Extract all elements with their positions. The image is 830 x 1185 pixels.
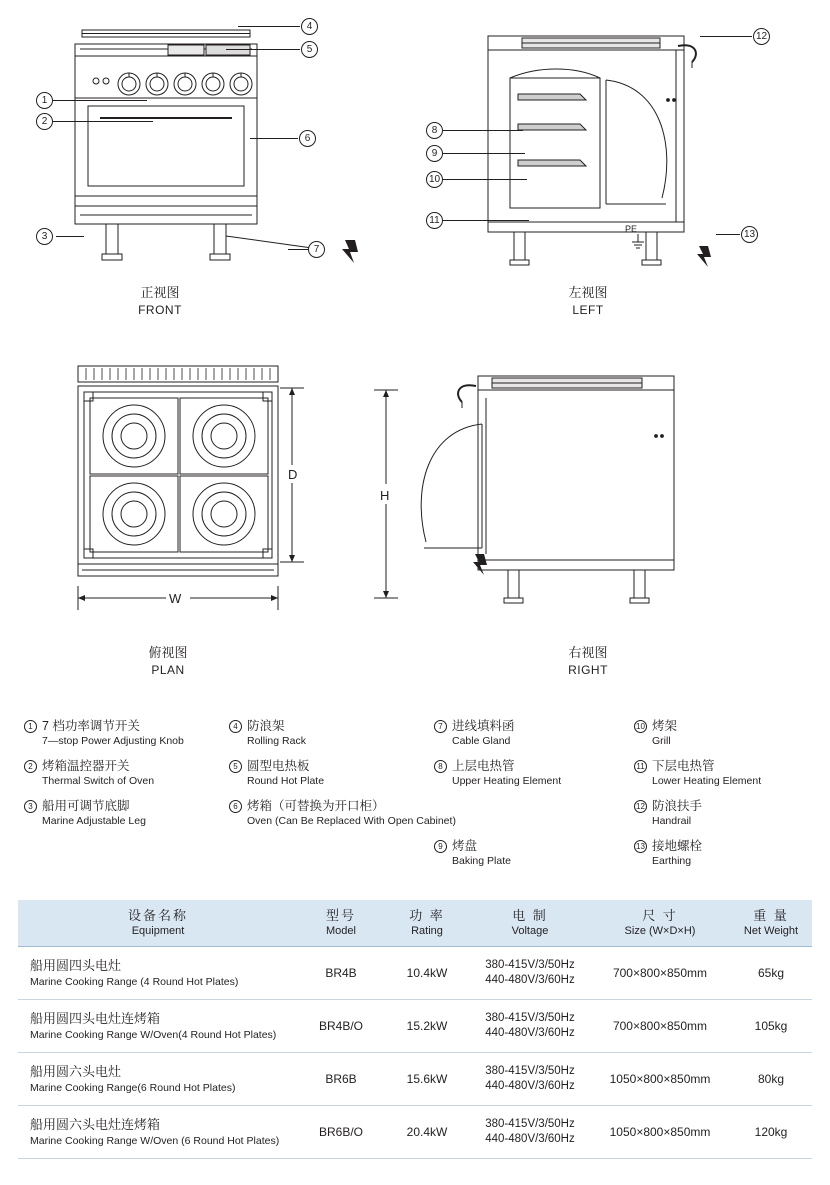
right-view-caption xyxy=(488,644,688,678)
table-header-row xyxy=(18,900,812,947)
legend-number: 8 xyxy=(434,760,447,773)
voltage-50hz: 380-415V/3/50Hz xyxy=(485,1065,575,1077)
legend-label-en: Rolling Rack xyxy=(247,735,306,747)
legend-label-cn: 接地螺栓 xyxy=(652,839,703,853)
cell-rating: 20.4kW xyxy=(384,1106,470,1159)
cell-size: 1050×800×850mm xyxy=(590,1053,730,1106)
legend-label-cn: 进线填料函 xyxy=(452,719,515,733)
front-view-label-cn: 正视图 xyxy=(140,285,180,300)
legend-number: 1 xyxy=(24,720,37,733)
equipment-name-en: Marine Cooking Range W/Oven(4 Round Hot Plates) xyxy=(30,1029,277,1041)
legend-label-en: Oven (Can Be Replaced With Open Cabinet) xyxy=(247,815,456,827)
cell-voltage xyxy=(470,1106,590,1159)
cell-rating: 10.4kW xyxy=(384,947,470,1000)
voltage-50hz: 380-415V/3/50Hz xyxy=(485,1012,575,1024)
legend-item-8 xyxy=(434,758,634,788)
cell-rating: 15.6kW xyxy=(384,1053,470,1106)
right-view-label-en: RIGHT xyxy=(568,663,608,677)
header-equipment-cn: 设备名称 xyxy=(127,908,188,923)
voltage-60hz: 440-480V/3/60Hz xyxy=(485,1027,575,1039)
width-label: W xyxy=(169,591,182,606)
legend-item-1 xyxy=(24,718,229,748)
lightning-icon-left xyxy=(697,246,711,267)
legend-label-en: Lower Heating Element xyxy=(652,775,762,787)
header-rating-cn: 功 率 xyxy=(409,908,445,923)
legend-label-cn: 烤箱（可替换为开口柜） xyxy=(247,799,385,813)
cell-equipment xyxy=(18,1000,298,1053)
cell-rating: 15.2kW xyxy=(384,1000,470,1053)
callout-3: 3 xyxy=(36,228,53,245)
callout-5: 5 xyxy=(301,41,318,58)
legend-label-en: Round Hot Plate xyxy=(247,775,325,787)
header-rating-en: Rating xyxy=(411,925,443,937)
legend-number: 4 xyxy=(229,720,242,733)
callout-9: 9 xyxy=(426,145,443,162)
legend-number: 2 xyxy=(24,760,37,773)
header-equipment-en: Equipment xyxy=(131,925,185,937)
front-view-caption xyxy=(60,284,260,318)
callout-7: 7 xyxy=(308,241,325,258)
legend-item-11 xyxy=(634,758,810,788)
depth-label: D xyxy=(288,467,298,482)
legend-number: 7 xyxy=(434,720,447,733)
plan-view-caption xyxy=(68,644,268,678)
plan-view-drawing xyxy=(40,358,330,628)
lightning-icon-right xyxy=(473,554,487,575)
legend-label-cn: 上层电热管 xyxy=(452,759,515,773)
header-size-cn: 尺 寸 xyxy=(642,908,678,923)
equipment-name-cn: 船用圆六头电灶 xyxy=(30,1064,122,1079)
legend-label-en: Baking Plate xyxy=(452,855,511,867)
legend-item-9 xyxy=(434,838,634,868)
legend-number: 9 xyxy=(434,840,447,853)
voltage-60hz: 440-480V/3/60Hz xyxy=(485,1133,575,1145)
equipment-name-en: Marine Cooking Range W/Oven (6 Round Hot Plates) xyxy=(30,1135,280,1147)
legend-label-cn: 烤盘 xyxy=(452,839,478,853)
equipment-name-en: Marine Cooking Range(6 Round Hot Plates) xyxy=(30,1082,236,1094)
pe-label: PE xyxy=(625,224,638,234)
header-size-en: Size (W×D×H) xyxy=(624,925,696,937)
legend-label-cn: 圆型电热板 xyxy=(247,759,310,773)
legend-label-en: Upper Heating Element xyxy=(452,775,562,787)
cell-model: BR4B/O xyxy=(298,1000,384,1053)
cell-model: BR6B/O xyxy=(298,1106,384,1159)
cell-equipment xyxy=(18,1106,298,1159)
height-label: H xyxy=(380,488,390,503)
header-weight xyxy=(730,900,812,947)
legend-item-13 xyxy=(634,838,810,868)
cell-voltage xyxy=(470,1053,590,1106)
header-weight-cn: 重 量 xyxy=(753,908,789,923)
header-weight-en: Net Weight xyxy=(743,925,799,937)
legend-label-en: Thermal Switch of Oven xyxy=(42,775,155,787)
legend-number: 11 xyxy=(634,760,647,773)
lightning-icon xyxy=(342,240,358,263)
legend-label-en: 7—stop Power Adjusting Knob xyxy=(42,735,184,747)
cell-weight: 105kg xyxy=(730,1000,812,1053)
right-view-drawing xyxy=(368,358,748,628)
callout-10: 10 xyxy=(426,171,443,188)
callout-2: 2 xyxy=(36,113,53,130)
legend-item-4 xyxy=(229,718,434,748)
legend-item-7 xyxy=(434,718,634,748)
header-model-cn: 型号 xyxy=(325,908,356,923)
legend-number: 12 xyxy=(634,800,647,813)
header-voltage xyxy=(470,900,590,947)
cell-equipment xyxy=(18,947,298,1000)
legend-label-cn: 防浪扶手 xyxy=(652,799,703,813)
legend-item-6 xyxy=(229,798,634,828)
header-voltage-cn: 电 制 xyxy=(512,908,548,923)
cell-weight: 120kg xyxy=(730,1106,812,1159)
legend-item-2 xyxy=(24,758,229,788)
specification-table xyxy=(18,900,812,1159)
cell-size: 1050×800×850mm xyxy=(590,1106,730,1159)
callout-11: 11 xyxy=(426,212,443,229)
legend-item-3 xyxy=(24,798,229,828)
left-view-drawing xyxy=(410,8,790,288)
cell-size: 700×800×850mm xyxy=(590,1000,730,1053)
legend-label-cn: 烤架 xyxy=(652,719,678,733)
cell-voltage xyxy=(470,947,590,1000)
cell-weight: 65kg xyxy=(730,947,812,1000)
header-equipment xyxy=(18,900,298,947)
equipment-name-cn: 船用圆六头电灶连烤箱 xyxy=(30,1117,161,1132)
table-row xyxy=(18,1053,812,1106)
front-view-label-en: FRONT xyxy=(138,303,182,317)
legend-number: 6 xyxy=(229,800,242,813)
legend-label-cn: 烤箱温控器开关 xyxy=(42,759,130,773)
callout-12: 12 xyxy=(753,28,770,45)
legend-item-12 xyxy=(634,798,810,828)
voltage-50hz: 380-415V/3/50Hz xyxy=(485,959,575,971)
header-rating xyxy=(384,900,470,947)
cell-voltage xyxy=(470,1000,590,1053)
cell-size: 700×800×850mm xyxy=(590,947,730,1000)
voltage-60hz: 440-480V/3/60Hz xyxy=(485,1080,575,1092)
callout-8: 8 xyxy=(426,122,443,139)
legend-label-en: Cable Gland xyxy=(452,735,511,747)
legend-label-en: Grill xyxy=(652,735,671,747)
plan-view-label-en: PLAN xyxy=(151,663,185,677)
callout-13: 13 xyxy=(741,226,758,243)
header-voltage-en: Voltage xyxy=(511,925,549,937)
cell-model: BR4B xyxy=(298,947,384,1000)
cell-weight: 80kg xyxy=(730,1053,812,1106)
table-row xyxy=(18,1106,812,1159)
legend-label-en: Handrail xyxy=(652,815,692,827)
equipment-name-cn: 船用圆四头电灶连烤箱 xyxy=(30,1011,161,1026)
cell-equipment xyxy=(18,1053,298,1106)
legend-label-en: Earthing xyxy=(652,855,692,867)
legend-label-cn: 防浪架 xyxy=(247,719,285,733)
legend-label-cn: 船用可调节底脚 xyxy=(42,799,130,813)
callout-6: 6 xyxy=(299,130,316,147)
equipment-name-en: Marine Cooking Range (4 Round Hot Plates) xyxy=(30,976,239,988)
cell-model: BR6B xyxy=(298,1053,384,1106)
voltage-50hz: 380-415V/3/50Hz xyxy=(485,1118,575,1130)
legend-number: 5 xyxy=(229,760,242,773)
left-view-label-en: LEFT xyxy=(572,303,604,317)
callout-4: 4 xyxy=(301,18,318,35)
legend-item-10 xyxy=(634,718,810,748)
plan-view-label-cn: 俯视图 xyxy=(148,645,188,660)
legend-number: 10 xyxy=(634,720,647,733)
legend-number: 13 xyxy=(634,840,647,853)
equipment-name-cn: 船用圆四头电灶 xyxy=(30,958,122,973)
legend-label-cn: 7 档功率调节开关 xyxy=(42,719,140,733)
legend-item-5 xyxy=(229,758,434,788)
header-model xyxy=(298,900,384,947)
right-view-label-cn: 右视图 xyxy=(568,645,608,660)
table-row xyxy=(18,1000,812,1053)
header-model-en: Model xyxy=(326,925,356,937)
legend-label-cn: 下层电热管 xyxy=(652,759,715,773)
header-size xyxy=(590,900,730,947)
legend-label-en: Marine Adjustable Leg xyxy=(42,815,146,827)
front-view-drawing xyxy=(20,8,360,288)
voltage-60hz: 440-480V/3/60Hz xyxy=(485,974,575,986)
callout-1: 1 xyxy=(36,92,53,109)
left-view-label-cn: 左视图 xyxy=(568,285,608,300)
legend-number: 3 xyxy=(24,800,37,813)
legend-list xyxy=(24,718,810,868)
left-view-caption xyxy=(488,284,688,318)
table-row xyxy=(18,947,812,1000)
